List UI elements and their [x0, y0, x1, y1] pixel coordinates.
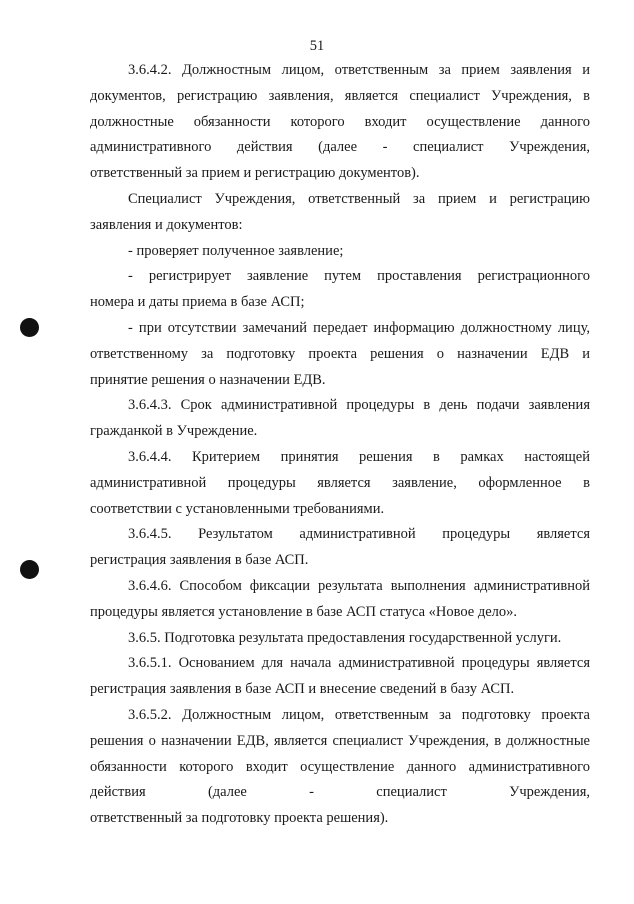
- list-item-last-line: принятие решения о назначении ЕДВ.: [90, 371, 326, 388]
- paragraph-text: 3.6.4.3. Срок административной процедуры в день подачи заявления: [128, 397, 590, 414]
- paragraph-last-line: ответственный за подготовку проекта решения).: [90, 810, 389, 827]
- paragraph-text: 3.6.4.6. Способом фиксации результата выполнения административной: [128, 577, 590, 594]
- list-item-text: - при отсутствии замечаний передает информацию должностному лицу, ответственному за подготовку проекта решения о назначении ЕДВ и: [90, 319, 590, 362]
- paragraph-3-6-4-3: [90, 393, 590, 445]
- paragraph-text: 3.6.4.2. Должностным лицом, ответственным за прием заявления и документов, регистрацию заявления, является специалист Учреждения, в должностные обязанности которого входит осуществление данного административного действия (далее - специалист Учреждения,: [90, 62, 590, 156]
- list-item-text: - проверяет полученное заявление;: [128, 242, 344, 259]
- paragraph-last-line: регистрация заявления в базе АСП и внесение сведений в базу АСП.: [90, 681, 515, 698]
- paragraph-3-6-4-4: [90, 445, 590, 522]
- list-item-registers: [90, 264, 590, 316]
- section-heading: 3.6.5. Подготовка результата предоставления государственной услуги.: [128, 629, 562, 646]
- paragraph-last-line: ответственный за прием и регистрацию документов).: [90, 165, 420, 182]
- paragraph-3-6-4-2: [90, 58, 590, 187]
- paragraph-last-line: процедуры является установление в базе АСП статуса «Новое дело».: [90, 603, 518, 620]
- paragraph-text: 3.6.4.5. Результатом административной процедуры является: [128, 526, 590, 543]
- paragraph-3-6-5: [90, 626, 590, 652]
- paragraph-text: 3.6.4.4. Критерием принятия решения в рамках настоящей административной процедуры является заявление, оформленное в: [90, 448, 590, 491]
- paragraph-specialist: [90, 187, 590, 239]
- paragraph-3-6-4-6: [90, 574, 590, 626]
- page-number: 51: [309, 38, 325, 54]
- paragraph-last-line: соответствии с установленными требованиями.: [90, 500, 385, 517]
- list-item-checks: [90, 239, 590, 265]
- paragraph-3-6-5-2: [90, 703, 590, 832]
- paragraph-last-line: гражданкой в Учреждение.: [90, 423, 258, 440]
- paragraph-text: Специалист Учреждения, ответственный за прием и регистрацию: [128, 190, 590, 207]
- paragraph-text: 3.6.5.2. Должностным лицом, ответственным за подготовку проекта решения о назначении ЕДВ, является специалист Учреждения, в должностные обязанности которого входит осуществление данного административного действия (далее - специалист Учреждения,: [90, 706, 590, 801]
- punch-hole: [20, 560, 39, 579]
- paragraph-3-6-4-5: [90, 522, 590, 574]
- punch-hole: [20, 318, 39, 337]
- list-item-last-line: номера и даты приема в базе АСП;: [90, 294, 305, 311]
- paragraph-3-6-5-1: [90, 651, 590, 703]
- list-item-text: - регистрирует заявление путем проставления регистрационного: [128, 268, 590, 285]
- paragraph-last-line: регистрация заявления в базе АСП.: [90, 552, 309, 569]
- paragraph-last-line: заявления и документов:: [90, 216, 243, 233]
- paragraph-text: 3.6.5.1. Основанием для начала административной процедуры является: [128, 655, 590, 672]
- list-item-transfers: [90, 316, 590, 393]
- document-body: [90, 58, 590, 832]
